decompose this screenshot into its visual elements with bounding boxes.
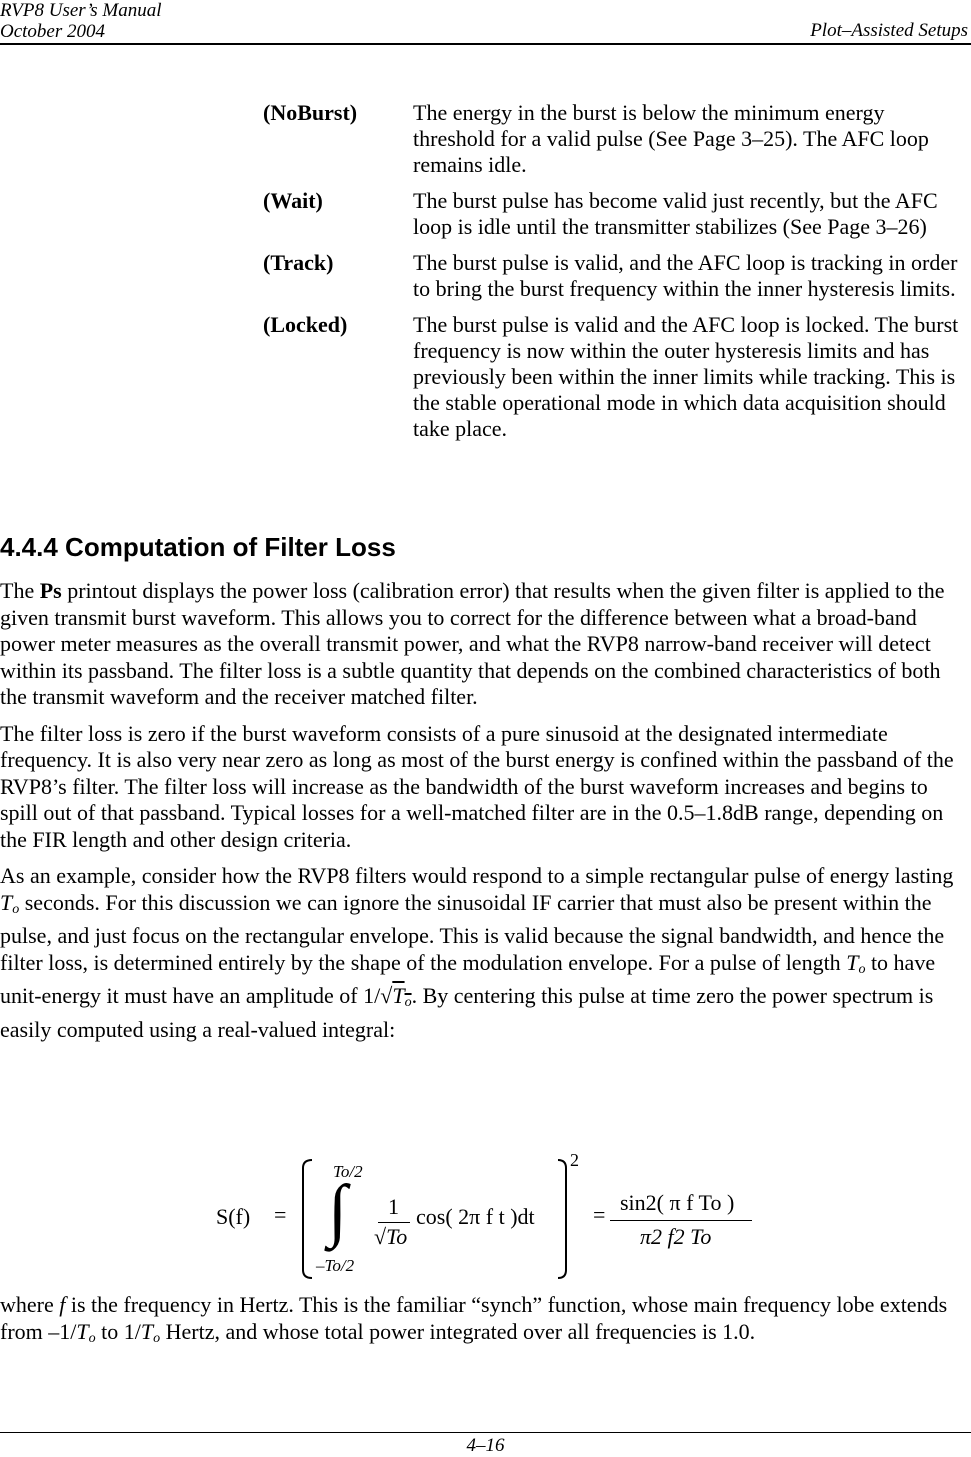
definition-term: (Track)	[263, 250, 334, 275]
integrand: cos( 2π f t )dt	[416, 1204, 535, 1229]
text-run: printout displays the power loss (calibration error) that results when the given filter is applied to the given transmit burst waveform. This allows you to correct for the difference between what a broad-band power meter measures as the overall transmit power, and what the RVP8 narrow-band receiver will detect within its passband. The filter loss is a subtle quantity that depends on the combined characteristics of both the transmit waveform and the receiver matched filter.	[0, 578, 945, 709]
text-run: As an example, consider how the RVP8 filters would respond to a simple rectangular pulse of energy lasting	[0, 863, 954, 888]
equals-sign: =	[274, 1202, 287, 1227]
integral-upper-limit: To/2	[333, 1162, 363, 1181]
symbol-f: f	[59, 1292, 66, 1317]
definition-term: (Locked)	[263, 312, 348, 337]
rhs-numerator: sin2( π f To )	[620, 1190, 735, 1215]
square-exponent: 2	[570, 1150, 579, 1170]
text-run: seconds. For this discussion we can ignore the sinusoidal IF carrier that must also be present within the pulse, and just focus on the rectangular envelope. This is valid because the signal bandwidth, and hence the filter loss, is determined entirely by the shape of the modulation envelope. For a pulse of length	[0, 889, 945, 975]
text-run: The	[0, 578, 40, 603]
definition-row	[263, 188, 968, 240]
symbol-sub: o	[88, 1330, 96, 1346]
symbol-to	[846, 950, 865, 975]
power-spectrum-equation	[0, 1152, 971, 1287]
definition-text: The energy in the burst is below the minimum energy threshold for a valid pulse (See Page 3–25). The AFC loop remains idle.	[413, 100, 929, 177]
symbol-sub: o	[153, 1330, 161, 1346]
symbol-to	[76, 1319, 95, 1344]
text-run: is the frequency in Hertz. This is the familiar “synch” function, whose main frequency lobe extends from	[0, 1292, 948, 1344]
symbol-to	[0, 890, 19, 915]
integral-lower-limit: –To/2	[316, 1256, 355, 1275]
bold-term: Ps	[39, 578, 62, 603]
footer-rule	[0, 1432, 971, 1433]
symbol-to	[392, 983, 411, 1008]
running-header-left	[0, 0, 162, 42]
equation-lhs: S(f)	[216, 1204, 251, 1229]
symbol-letter: T	[76, 1318, 89, 1344]
definition-row	[263, 100, 968, 178]
section-heading: 4.4.4 Computation of Filter Loss	[0, 532, 396, 562]
fraction-denominator: √To	[374, 1224, 408, 1249]
fraction-bar	[378, 1222, 410, 1223]
symbol-sub: o	[404, 995, 412, 1010]
closing-paragraph	[0, 1292, 971, 1352]
paragraph: The filter loss is zero if the burst waveform consists of a pure sinusoid at the designated intermediate frequency. It is also very near zero as long as most of the burst energy is confined within the passband of the RVP8’s filter. The filter loss will increase as the bandwidth of the burst waveform increases and begins to spill out of that passband. Typical losses for a well-matched filter are in the 0.5–1.8dB range, depending on the FIR length and other design criteria.	[0, 720, 954, 852]
body-text	[0, 578, 971, 1053]
rhs-denominator: π2 f2 To	[640, 1224, 712, 1249]
paragraph	[0, 578, 971, 711]
text-run: Hertz, and whose total power integrated over all frequencies is 1.0.	[160, 1318, 756, 1344]
lobe-upper: 1/	[123, 1318, 141, 1344]
symbol-letter: T	[0, 889, 13, 915]
lobe-lower: –1/	[48, 1318, 77, 1344]
manual-title: RVP8 User’s Manual	[0, 0, 162, 21]
manual-date: October 2004	[0, 21, 106, 42]
paragraph	[0, 863, 971, 1043]
text-run: to	[95, 1318, 124, 1344]
left-bracket	[303, 1160, 312, 1278]
page-number: 4–16	[466, 1435, 505, 1456]
text-run: where	[0, 1292, 60, 1317]
symbol-sub: o	[12, 901, 20, 917]
symbol-sub: o	[858, 961, 866, 977]
header-rule	[0, 43, 971, 45]
text-run: to have unit-energy it must have an amplitude of	[0, 949, 936, 1008]
running-header-section: Plot–Assisted Setups	[810, 20, 968, 41]
integral-sign: ∫	[328, 1172, 348, 1249]
text-run: . By centering this pulse at time zero the power spectrum is easily computed using a real-valued integral:	[0, 983, 934, 1042]
definition-text: The burst pulse has become valid just recently, but the AFC loop is idle until the transmitter stabilizes (See Page 3–26)	[413, 188, 938, 239]
right-bracket	[558, 1160, 566, 1278]
state-definitions	[263, 100, 968, 452]
fraction-numerator: 1	[388, 1194, 399, 1219]
equals-sign: =	[593, 1202, 606, 1227]
definition-term: (NoBurst)	[263, 100, 358, 125]
definition-text: The burst pulse is valid and the AFC loop is locked. The burst frequency is now within the outer hysteresis limits and has previously been within the inner limits while tracking. This is the stable operational mode in which data acquisition should take place.	[413, 312, 959, 441]
amplitude-expr: 1/√	[363, 983, 393, 1008]
symbol-to	[141, 1319, 160, 1344]
rhs-fraction-bar	[610, 1220, 752, 1221]
definition-row	[263, 312, 968, 442]
symbol-letter: T	[140, 1318, 154, 1344]
symbol-letter: T	[846, 949, 859, 975]
definition-term: (Wait)	[263, 188, 323, 213]
definition-text: The burst pulse is valid, and the AFC loop is tracking in order to bring the burst frequency within the inner hysteresis limits.	[413, 250, 958, 301]
definition-row	[263, 250, 968, 302]
symbol-letter: T	[392, 983, 405, 1008]
